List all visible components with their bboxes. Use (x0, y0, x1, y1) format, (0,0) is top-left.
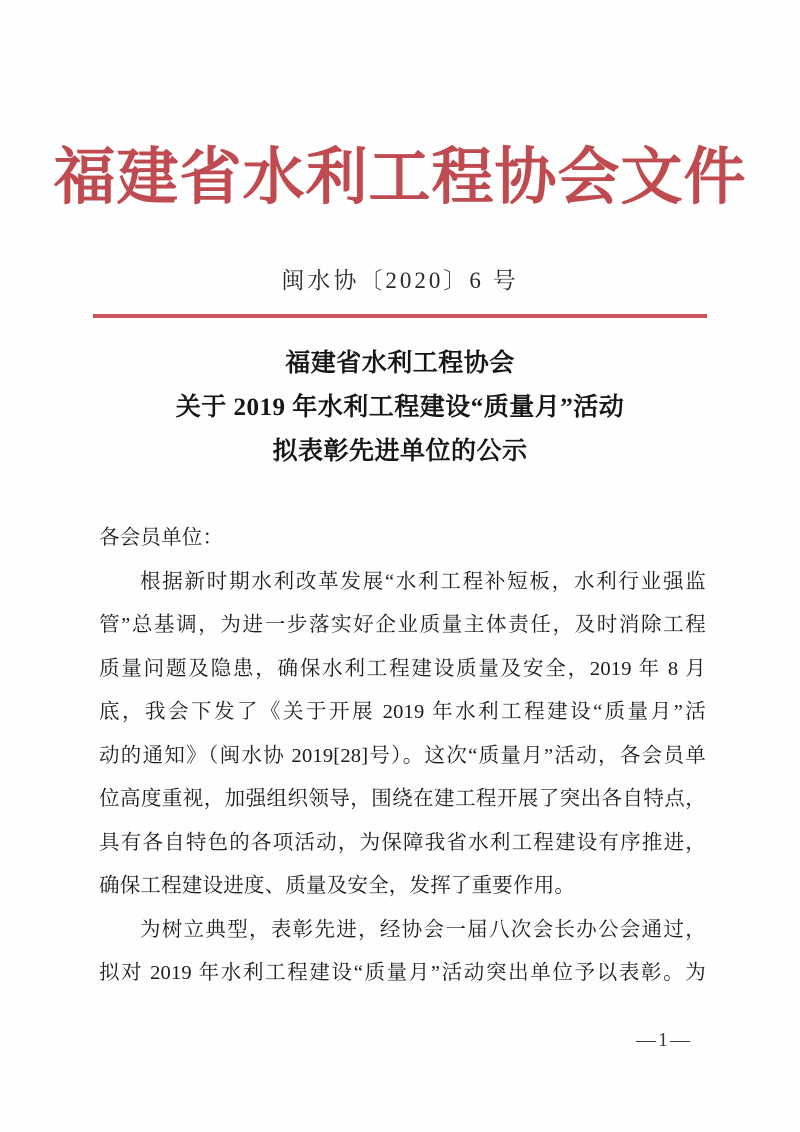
body-line: 管”总基调，为进一步落实好企业质量主体责任，及时消除工程 (99, 614, 706, 636)
document-number: 闽水协〔2020〕6 号 (281, 268, 519, 293)
red-divider-line (93, 314, 707, 318)
document-body (99, 517, 706, 996)
body-line: 质量问题及隐患，确保水利工程建设质量及安全，2019 年 8 月 (99, 657, 706, 680)
body-line: 位高度重视，加强组织领导，围绕在建工程开展了突出各自特点， (99, 788, 706, 810)
body-line: 具有各自特色的各项活动，为保障我省水利工程建设有序推进， (99, 831, 706, 854)
body-line: 根据新时期水利改革发展“水利工程补短板，水利行业强监 (140, 570, 706, 593)
red-header-org-title: 福建省水利工程协会文件 (53, 144, 747, 212)
body-line: 拟对 2019 年水利工程建设“质量月”活动突出单位予以表彰。为 (99, 962, 706, 984)
body-line: 底，我会下发了《关于开展 2019 年水利工程建设“质量月”活 (99, 701, 706, 723)
notice-title-line-3: 拟表彰先进单位的公示 (272, 438, 528, 465)
body-line: 确保工程建设进度、质量及安全，发挥了重要作用。 (99, 875, 576, 897)
notice-title-line-2: 关于 2019 年水利工程建设“质量月”活动 (175, 394, 625, 421)
page-number: —1— (636, 1029, 692, 1051)
body-line: 为树立典型，表彰先进，经协会一届八次会长办公会通过， (140, 918, 706, 941)
salutation-line: 各会员单位： (99, 527, 224, 549)
body-line: 动的通知》（闽水协 2019[28]号）。这次“质量月”活动，各会员单 (99, 744, 706, 767)
notice-title-line-1: 福建省水利工程协会 (285, 350, 515, 377)
notice-title-block (0, 342, 800, 474)
